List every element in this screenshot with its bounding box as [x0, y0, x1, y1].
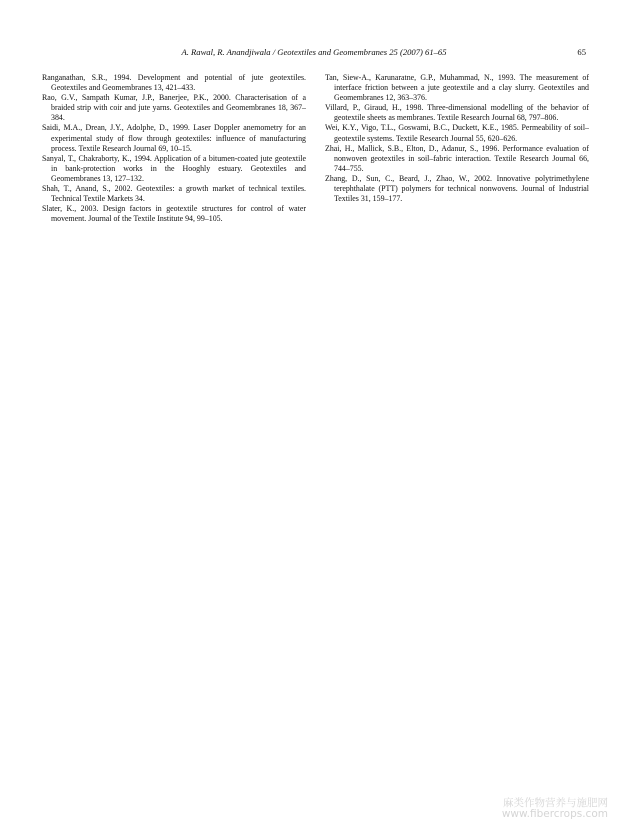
page-number: 65 — [577, 47, 586, 57]
reference-entry: Rao, G.V., Sampath Kumar, J.P., Banerjee, P.K., 2000. Characterisation of a braided strip with coir and jute yarns. Geotextiles and Geomembranes 18, 367–384. — [42, 93, 306, 123]
watermark-chinese-text: 麻类作物营养与施肥网 — [503, 797, 608, 809]
reference-entry: Ranganathan, S.R., 1994. Development and potential of jute geotextiles. Geotextiles and Geomembranes 13, 421–433. — [42, 73, 306, 93]
reference-entry: Slater, K., 2003. Design factors in geotextile structures for control of water movement. Journal of the Textile Institute 94, 99–105. — [42, 204, 306, 224]
references-column-left — [42, 73, 306, 224]
running-title: A. Rawal, R. Anandjiwala / Geotextiles and Geomembranes 25 (2007) 61–65 — [181, 47, 447, 57]
reference-entry: Shah, T., Anand, S., 2002. Geotextiles: a growth market of technical textiles. Technical Textile Markets 34. — [42, 184, 306, 204]
references-column-right — [325, 73, 589, 204]
reference-entry: Villard, P., Giraud, H., 1998. Three-dimensional modelling of the behavior of geotextile sheets as membranes. Textile Research Journal 68, 797–806. — [325, 103, 589, 123]
reference-entry: Sanyal, T., Chakraborty, K., 1994. Application of a bitumen-coated jute geotextile in bank-protection works in the Hooghly estuary. Geotextiles and Geomembranes 13, 127–132. — [42, 153, 306, 183]
reference-entry: Tan, Siew-A., Karunaratne, G.P., Muhammad, N., 1993. The measurement of interface friction between a jute geotextile and a clay slurry. Geotextiles and Geomembranes 12, 363–376. — [325, 73, 589, 103]
reference-entry: Saidi, M.A., Drean, J.Y., Adolphe, D., 1999. Laser Doppler anemometry for an experimental study of flow through geotextiles: influence of manufacturing process. Textile Research Journal 69, 10–15. — [42, 123, 306, 153]
reference-entry: Wei, K.Y., Vigo, T.L., Goswami, B.C., Duckett, K.E., 1985. Permeability of soil–geotextile systems. Textile Research Journal 55, 620–626. — [325, 123, 589, 143]
reference-entry: Zhai, H., Mallick, S.B., Elton, D., Adanur, S., 1996. Performance evaluation of nonwoven geotextiles in soil–fabric interaction. Textile Research Journal 66, 744–755. — [325, 143, 589, 173]
site-watermark — [478, 798, 608, 820]
watermark-url: www.fibercrops.com — [501, 808, 608, 820]
reference-entry: Zhang, D., Sun, C., Beard, J., Zhao, W., 2002. Innovative polytrimethylene terephthalate (PTT) polymers for technical nonwovens. Journal of Industrial Textiles 31, 159–177. — [325, 173, 589, 204]
